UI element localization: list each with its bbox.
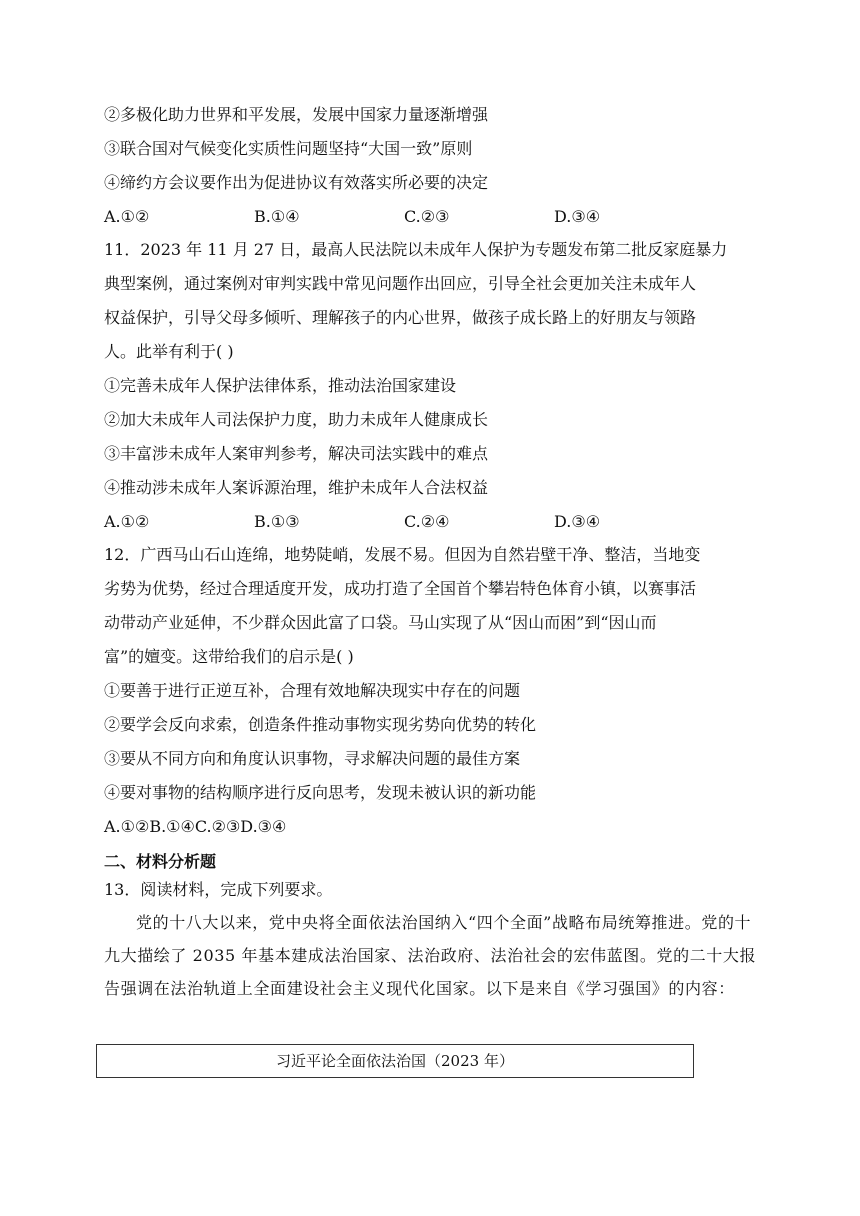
- q11-option-a: A.①②: [104, 512, 150, 531]
- q10-option-c: C.②③: [404, 207, 450, 226]
- material-table-header: [96, 1044, 694, 1078]
- section-heading: 二、材料分析题: [104, 852, 217, 871]
- q11-option-d: D.③④: [554, 512, 601, 531]
- q10-statement-3: ③联合国对气候变化实质性问题坚持“大国一致”原则: [104, 139, 473, 158]
- q11-option-c: C.②④: [404, 512, 450, 531]
- q12-options: A.①②B.①④C.②③D.③④: [104, 817, 287, 836]
- q11-statement-2: ②加大未成年人司法保护力度，助力未成年人健康成长: [104, 410, 489, 429]
- q10-option-d: D.③④: [554, 207, 601, 226]
- q11-statement-1: ①完善未成年人保护法律体系，推动法治国家建设: [104, 376, 457, 395]
- q11-stem-line-1: 11．2023 年 11 月 27 日，最高人民法院以未成年人保护为专题发布第二批反家庭暴力: [104, 240, 728, 259]
- q11-stem-line-2: 典型案例，通过案例对审判实践中常见问题作出回应，引导全社会更加关注未成年人: [104, 274, 697, 293]
- q10-option-a: A.①②: [104, 207, 150, 226]
- material-table-title: 习近平论全面依法治国（2023 年）: [276, 1052, 514, 1070]
- q11-stem-line-4: 人。此举有利于( ): [104, 342, 234, 361]
- q12-statement-4: ④要对事物的结构顺序进行反向思考，发现未被认识的新功能: [104, 783, 537, 802]
- q12-stem-line-3: 动带动产业延伸，不少群众因此富了口袋。马山实现了从“因山而困”到“因山而: [104, 613, 657, 632]
- q12-statement-3: ③要从不同方向和角度认识事物，寻求解决问题的最佳方案: [104, 749, 521, 768]
- q11-stem-line-3: 权益保护，引导父母多倾听、理解孩子的内心世界，做孩子成长路上的好朋友与领路: [104, 308, 697, 327]
- q12-stem-line-2: 劣势为优势，经过合理适度开发，成功打造了全国首个攀岩特色体育小镇，以赛事活: [104, 579, 697, 598]
- q10-statement-4: ④缔约方会议要作出为促进协议有效落实所必要的决定: [104, 173, 489, 192]
- q13-stem: 13．阅读材料，完成下列要求。: [104, 880, 333, 899]
- q11-statement-4: ④推动涉未成年人案诉源治理，维护未成年人合法权益: [104, 478, 489, 497]
- q11-statement-3: ③丰富涉未成年人案审判参考，解决司法实践中的难点: [104, 444, 489, 463]
- q12-stem-line-4: 富”的嬗变。这带给我们的启示是( ): [104, 647, 354, 666]
- q12-statement-1: ①要善于进行正逆互补，合理有效地解决现实中存在的问题: [104, 681, 521, 700]
- q12-stem-line-1: 12．广西马山石山连绵，地势陡峭，发展不易。但因为自然岩壁干净、整洁，当地变: [104, 545, 701, 564]
- q13-material-paragraph: 党的十八大以来，党中央将全面依法治国纳入“四个全面”战略布局统筹推进。党的十九大描绘了 2035 年基本建成法治国家、法治政府、法治社会的宏伟蓝图。党的二十大报告强调在法治轨道上全面建设社会主义现代化国家。以下是来自《学习强国》的内容：: [104, 913, 757, 998]
- q11-option-b: B.①③: [254, 512, 300, 531]
- q12-statement-2: ②要学会反向求索，创造条件推动事物实现劣势向优势的转化: [104, 715, 537, 734]
- q10-option-b: B.①④: [254, 207, 300, 226]
- q10-statement-2: ②多极化助力世界和平发展，发展中国家力量逐渐增强: [104, 105, 489, 124]
